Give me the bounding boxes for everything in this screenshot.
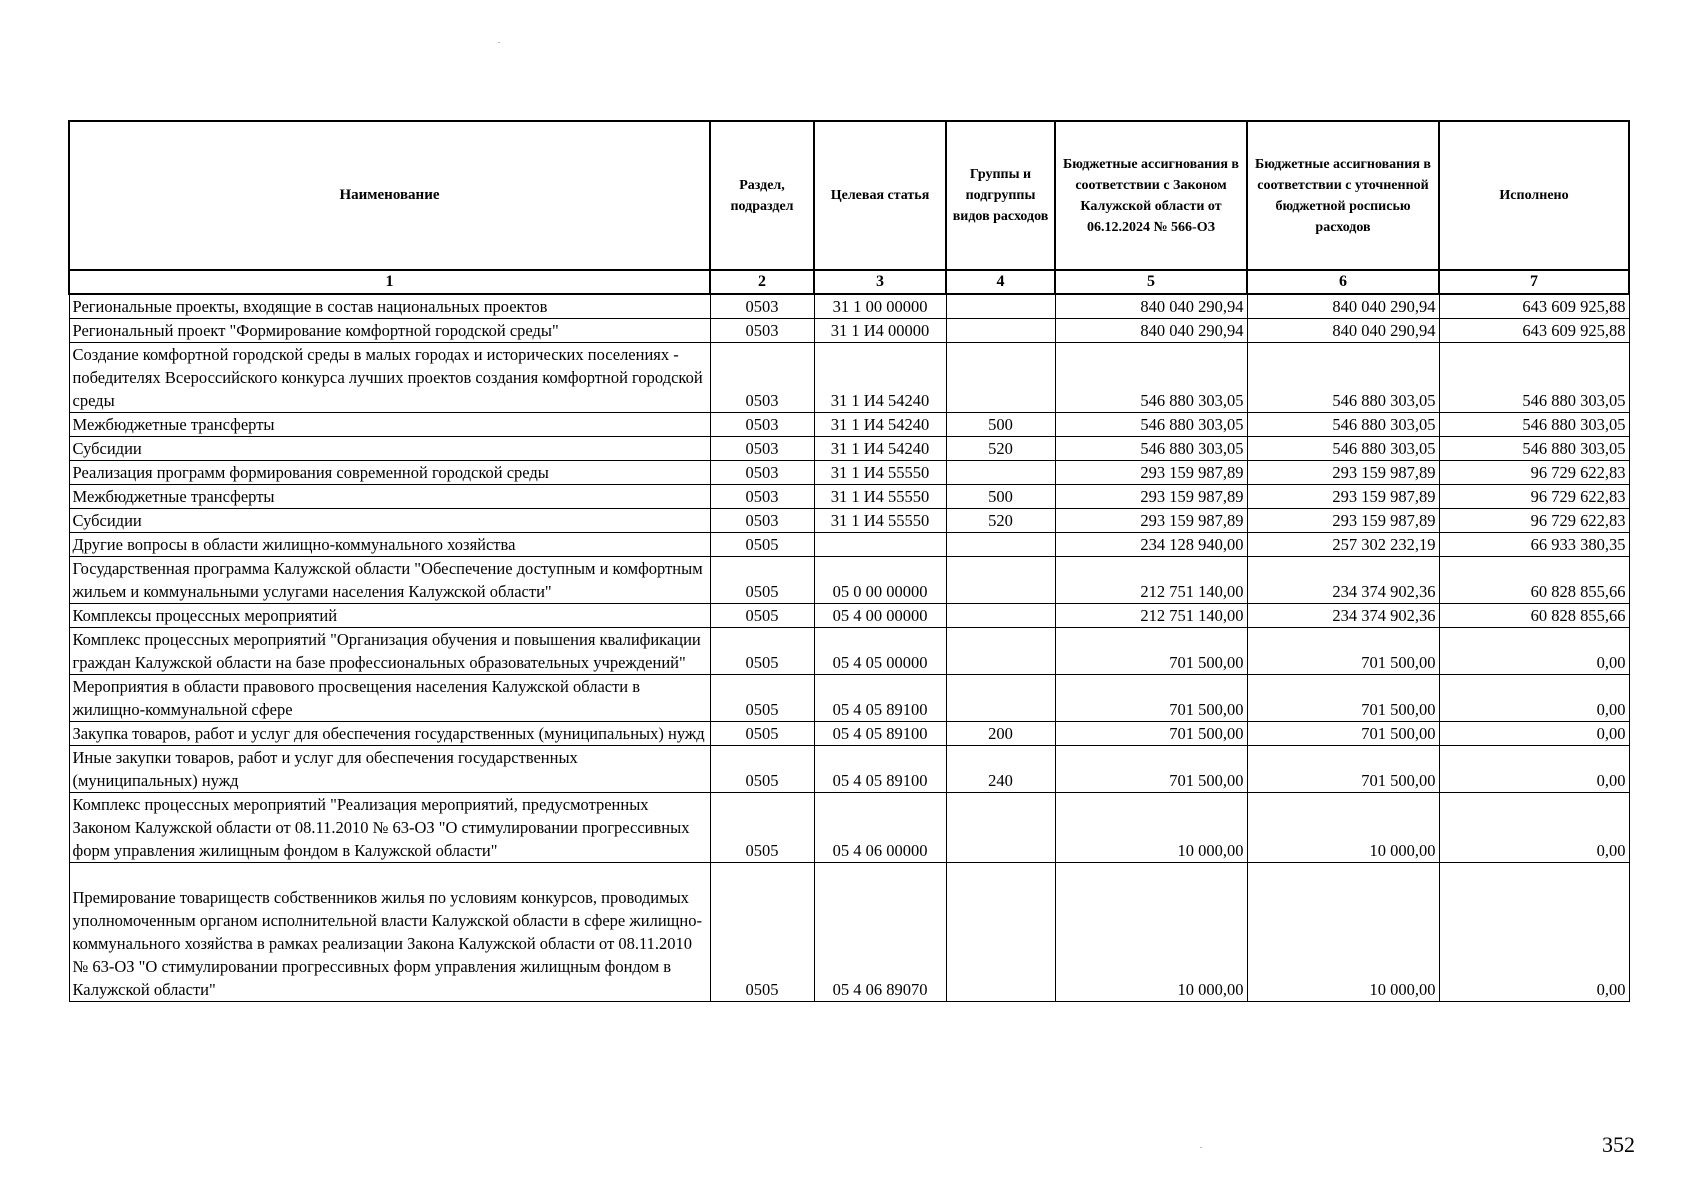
row-section: 0505 xyxy=(710,746,814,793)
row-target-article: 31 1 И4 55550 xyxy=(814,461,946,485)
row-refined-allocation: 701 500,00 xyxy=(1247,746,1439,793)
row-name: Другие вопросы в области жилищно-коммунального хозяйства xyxy=(69,533,710,557)
row-section: 0503 xyxy=(710,485,814,509)
column-number: 3 xyxy=(814,270,946,294)
row-executed: 66 933 380,35 xyxy=(1439,533,1629,557)
row-refined-allocation: 546 880 303,05 xyxy=(1247,413,1439,437)
row-name: Межбюджетные трансферты xyxy=(69,413,710,437)
row-law-allocation: 234 128 940,00 xyxy=(1055,533,1247,557)
row-executed: 643 609 925,88 xyxy=(1439,294,1629,319)
row-target-article: 31 1 И4 54240 xyxy=(814,413,946,437)
scan-speck xyxy=(498,42,500,43)
row-target-article: 05 4 05 89100 xyxy=(814,746,946,793)
row-expense-group xyxy=(946,628,1055,675)
row-law-allocation: 293 159 987,89 xyxy=(1055,485,1247,509)
row-expense-group: 240 xyxy=(946,746,1055,793)
row-refined-allocation: 701 500,00 xyxy=(1247,675,1439,722)
table-row xyxy=(69,722,1629,746)
row-law-allocation: 546 880 303,05 xyxy=(1055,437,1247,461)
row-refined-allocation: 840 040 290,94 xyxy=(1247,319,1439,343)
table-row xyxy=(69,509,1629,533)
row-name: Закупка товаров, работ и услуг для обеспечения государственных (муниципальных) нужд xyxy=(69,722,710,746)
row-expense-group: 200 xyxy=(946,722,1055,746)
row-target-article: 31 1 И4 55550 xyxy=(814,485,946,509)
row-law-allocation: 840 040 290,94 xyxy=(1055,319,1247,343)
table-row xyxy=(69,628,1629,675)
row-section: 0503 xyxy=(710,294,814,319)
header-executed: Исполнено xyxy=(1439,121,1629,270)
row-refined-allocation: 293 159 987,89 xyxy=(1247,461,1439,485)
row-law-allocation: 546 880 303,05 xyxy=(1055,343,1247,413)
row-target-article: 31 1 И4 55550 xyxy=(814,509,946,533)
row-name: Премирование товариществ собственников жилья по условиям конкурсов, проводимых уполномоченным органом исполнительной власти Калужской области в сфере жилищно-коммунального хозяйства в рамках реализации Закона Калужской области от 08.11.2010 № 63-ОЗ "О стимулировании прогрессивных форм управления жилищным фондом в Калужской области" xyxy=(72,888,702,999)
row-expense-group: 500 xyxy=(946,413,1055,437)
row-name: Региональные проекты, входящие в состав национальных проектов xyxy=(69,294,710,319)
row-name: Комплекс процессных мероприятий "Организация обучения и повышения квалификации граждан Калужской области на базе профессиональных образовательных учреждений" xyxy=(69,628,710,675)
row-name: Реализация программ формирования современной городской среды xyxy=(69,461,710,485)
row-refined-allocation: 293 159 987,89 xyxy=(1247,509,1439,533)
row-target-article: 05 4 00 00000 xyxy=(814,604,946,628)
row-name: Иные закупки товаров, работ и услуг для обеспечения государственных (муниципальных) нужд xyxy=(69,746,710,793)
row-section: 0505 xyxy=(710,628,814,675)
row-name: Мероприятия в области правового просвещения населения Калужской области в жилищно-коммунальной сфере xyxy=(69,675,710,722)
row-law-allocation: 212 751 140,00 xyxy=(1055,557,1247,604)
row-refined-allocation: 546 880 303,05 xyxy=(1247,437,1439,461)
row-target-article: 31 1 И4 54240 xyxy=(814,437,946,461)
table-row xyxy=(69,437,1629,461)
row-expense-group xyxy=(946,863,1055,1002)
row-refined-allocation: 234 374 902,36 xyxy=(1247,604,1439,628)
row-executed: 0,00 xyxy=(1439,675,1629,722)
row-executed: 0,00 xyxy=(1439,863,1629,1002)
table-row xyxy=(69,793,1629,863)
row-refined-allocation: 840 040 290,94 xyxy=(1247,294,1439,319)
row-section: 0505 xyxy=(710,863,814,1002)
row-name-cell xyxy=(69,863,710,1002)
header-refined-allocation: Бюджетные ассигнования в соответствии с уточненной бюджетной росписью расходов xyxy=(1247,121,1439,270)
row-executed: 0,00 xyxy=(1439,628,1629,675)
row-law-allocation: 840 040 290,94 xyxy=(1055,294,1247,319)
row-target-article: 05 4 06 89070 xyxy=(814,863,946,1002)
row-section: 0503 xyxy=(710,437,814,461)
row-executed: 546 880 303,05 xyxy=(1439,437,1629,461)
row-refined-allocation: 546 880 303,05 xyxy=(1247,343,1439,413)
header-expense-group: Группы и подгруппы видов расходов xyxy=(946,121,1055,270)
row-expense-group xyxy=(946,675,1055,722)
row-target-article: 05 4 05 89100 xyxy=(814,675,946,722)
table-row xyxy=(69,485,1629,509)
row-executed: 0,00 xyxy=(1439,746,1629,793)
row-target-article: 31 1 И4 00000 xyxy=(814,319,946,343)
row-refined-allocation: 10 000,00 xyxy=(1247,793,1439,863)
table-row xyxy=(69,746,1629,793)
row-target-article: 31 1 00 00000 xyxy=(814,294,946,319)
row-section: 0505 xyxy=(710,722,814,746)
row-law-allocation: 546 880 303,05 xyxy=(1055,413,1247,437)
row-target-article: 05 4 05 89100 xyxy=(814,722,946,746)
row-executed: 546 880 303,05 xyxy=(1439,343,1629,413)
row-name: Субсидии xyxy=(69,509,710,533)
column-number-row xyxy=(69,270,1629,294)
header-target-article: Целевая статья xyxy=(814,121,946,270)
row-refined-allocation: 293 159 987,89 xyxy=(1247,485,1439,509)
column-number: 4 xyxy=(946,270,1055,294)
row-expense-group: 520 xyxy=(946,437,1055,461)
row-executed: 96 729 622,83 xyxy=(1439,461,1629,485)
row-law-allocation: 293 159 987,89 xyxy=(1055,509,1247,533)
row-section: 0503 xyxy=(710,319,814,343)
header-name: Наименование xyxy=(69,121,710,270)
row-expense-group xyxy=(946,793,1055,863)
row-section: 0505 xyxy=(710,557,814,604)
row-section: 0503 xyxy=(710,461,814,485)
row-executed: 643 609 925,88 xyxy=(1439,319,1629,343)
table-row xyxy=(69,557,1629,604)
row-expense-group xyxy=(946,294,1055,319)
row-executed: 546 880 303,05 xyxy=(1439,413,1629,437)
column-number: 2 xyxy=(710,270,814,294)
column-number: 5 xyxy=(1055,270,1247,294)
row-section: 0503 xyxy=(710,343,814,413)
row-law-allocation: 701 500,00 xyxy=(1055,746,1247,793)
row-executed: 0,00 xyxy=(1439,793,1629,863)
row-target-article: 05 4 05 00000 xyxy=(814,628,946,675)
row-executed: 96 729 622,83 xyxy=(1439,509,1629,533)
row-refined-allocation: 234 374 902,36 xyxy=(1247,557,1439,604)
row-executed: 0,00 xyxy=(1439,722,1629,746)
row-law-allocation: 701 500,00 xyxy=(1055,675,1247,722)
row-executed: 96 729 622,83 xyxy=(1439,485,1629,509)
row-expense-group: 500 xyxy=(946,485,1055,509)
row-name: Государственная программа Калужской области "Обеспечение доступным и комфортным жильем и коммунальными услугами населения Калужской области" xyxy=(69,557,710,604)
row-law-allocation: 10 000,00 xyxy=(1055,863,1247,1002)
row-refined-allocation: 701 500,00 xyxy=(1247,722,1439,746)
table-row xyxy=(69,461,1629,485)
row-name: Межбюджетные трансферты xyxy=(69,485,710,509)
column-number: 1 xyxy=(69,270,710,294)
row-name: Региональный проект "Формирование комфортной городской среды" xyxy=(69,319,710,343)
row-expense-group xyxy=(946,557,1055,604)
row-expense-group xyxy=(946,461,1055,485)
budget-execution-table xyxy=(68,120,1630,1002)
table-row xyxy=(69,294,1629,319)
column-number: 6 xyxy=(1247,270,1439,294)
table-row xyxy=(69,343,1629,413)
row-target-article: 05 4 06 00000 xyxy=(814,793,946,863)
scan-speck xyxy=(1200,1147,1202,1148)
table-row xyxy=(69,863,1629,1002)
row-law-allocation: 293 159 987,89 xyxy=(1055,461,1247,485)
row-law-allocation: 212 751 140,00 xyxy=(1055,604,1247,628)
row-refined-allocation: 10 000,00 xyxy=(1247,863,1439,1002)
row-section: 0503 xyxy=(710,509,814,533)
row-target-article: 05 0 00 00000 xyxy=(814,557,946,604)
page-number: 352 xyxy=(1602,1132,1635,1157)
row-section: 0505 xyxy=(710,533,814,557)
table-row xyxy=(69,319,1629,343)
row-name: Субсидии xyxy=(69,437,710,461)
table-row xyxy=(69,604,1629,628)
row-name: Создание комфортной городской среды в малых городах и исторических поселениях - победителях Всероссийского конкурса лучших проектов создания комфортной городской среды xyxy=(69,343,710,413)
row-refined-allocation: 257 302 232,19 xyxy=(1247,533,1439,557)
row-executed: 60 828 855,66 xyxy=(1439,604,1629,628)
header-row xyxy=(69,121,1629,270)
row-expense-group xyxy=(946,343,1055,413)
row-name: Комплексы процессных мероприятий xyxy=(69,604,710,628)
row-law-allocation: 10 000,00 xyxy=(1055,793,1247,863)
row-expense-group xyxy=(946,533,1055,557)
table-row xyxy=(69,533,1629,557)
table-row xyxy=(69,675,1629,722)
row-law-allocation: 701 500,00 xyxy=(1055,628,1247,675)
row-section: 0505 xyxy=(710,675,814,722)
row-law-allocation: 701 500,00 xyxy=(1055,722,1247,746)
row-expense-group xyxy=(946,604,1055,628)
row-section: 0505 xyxy=(710,604,814,628)
row-name: Комплекс процессных мероприятий "Реализация мероприятий, предусмотренных Законом Калужской области от 08.11.2010 № 63-ОЗ "О стимулировании прогрессивных форм управления жилищным фондом в Калужской области" xyxy=(69,793,710,863)
row-section: 0503 xyxy=(710,413,814,437)
row-expense-group: 520 xyxy=(946,509,1055,533)
row-executed: 60 828 855,66 xyxy=(1439,557,1629,604)
header-law-allocation: Бюджетные ассигнования в соответствии с Законом Калужской области от 06.12.2024 № 566-ОЗ xyxy=(1055,121,1247,270)
row-target-article: 31 1 И4 54240 xyxy=(814,343,946,413)
row-expense-group xyxy=(946,319,1055,343)
column-number: 7 xyxy=(1439,270,1629,294)
row-refined-allocation: 701 500,00 xyxy=(1247,628,1439,675)
row-section: 0505 xyxy=(710,793,814,863)
header-section: Раздел, подраздел xyxy=(710,121,814,270)
row-target-article xyxy=(814,533,946,557)
table-row xyxy=(69,413,1629,437)
